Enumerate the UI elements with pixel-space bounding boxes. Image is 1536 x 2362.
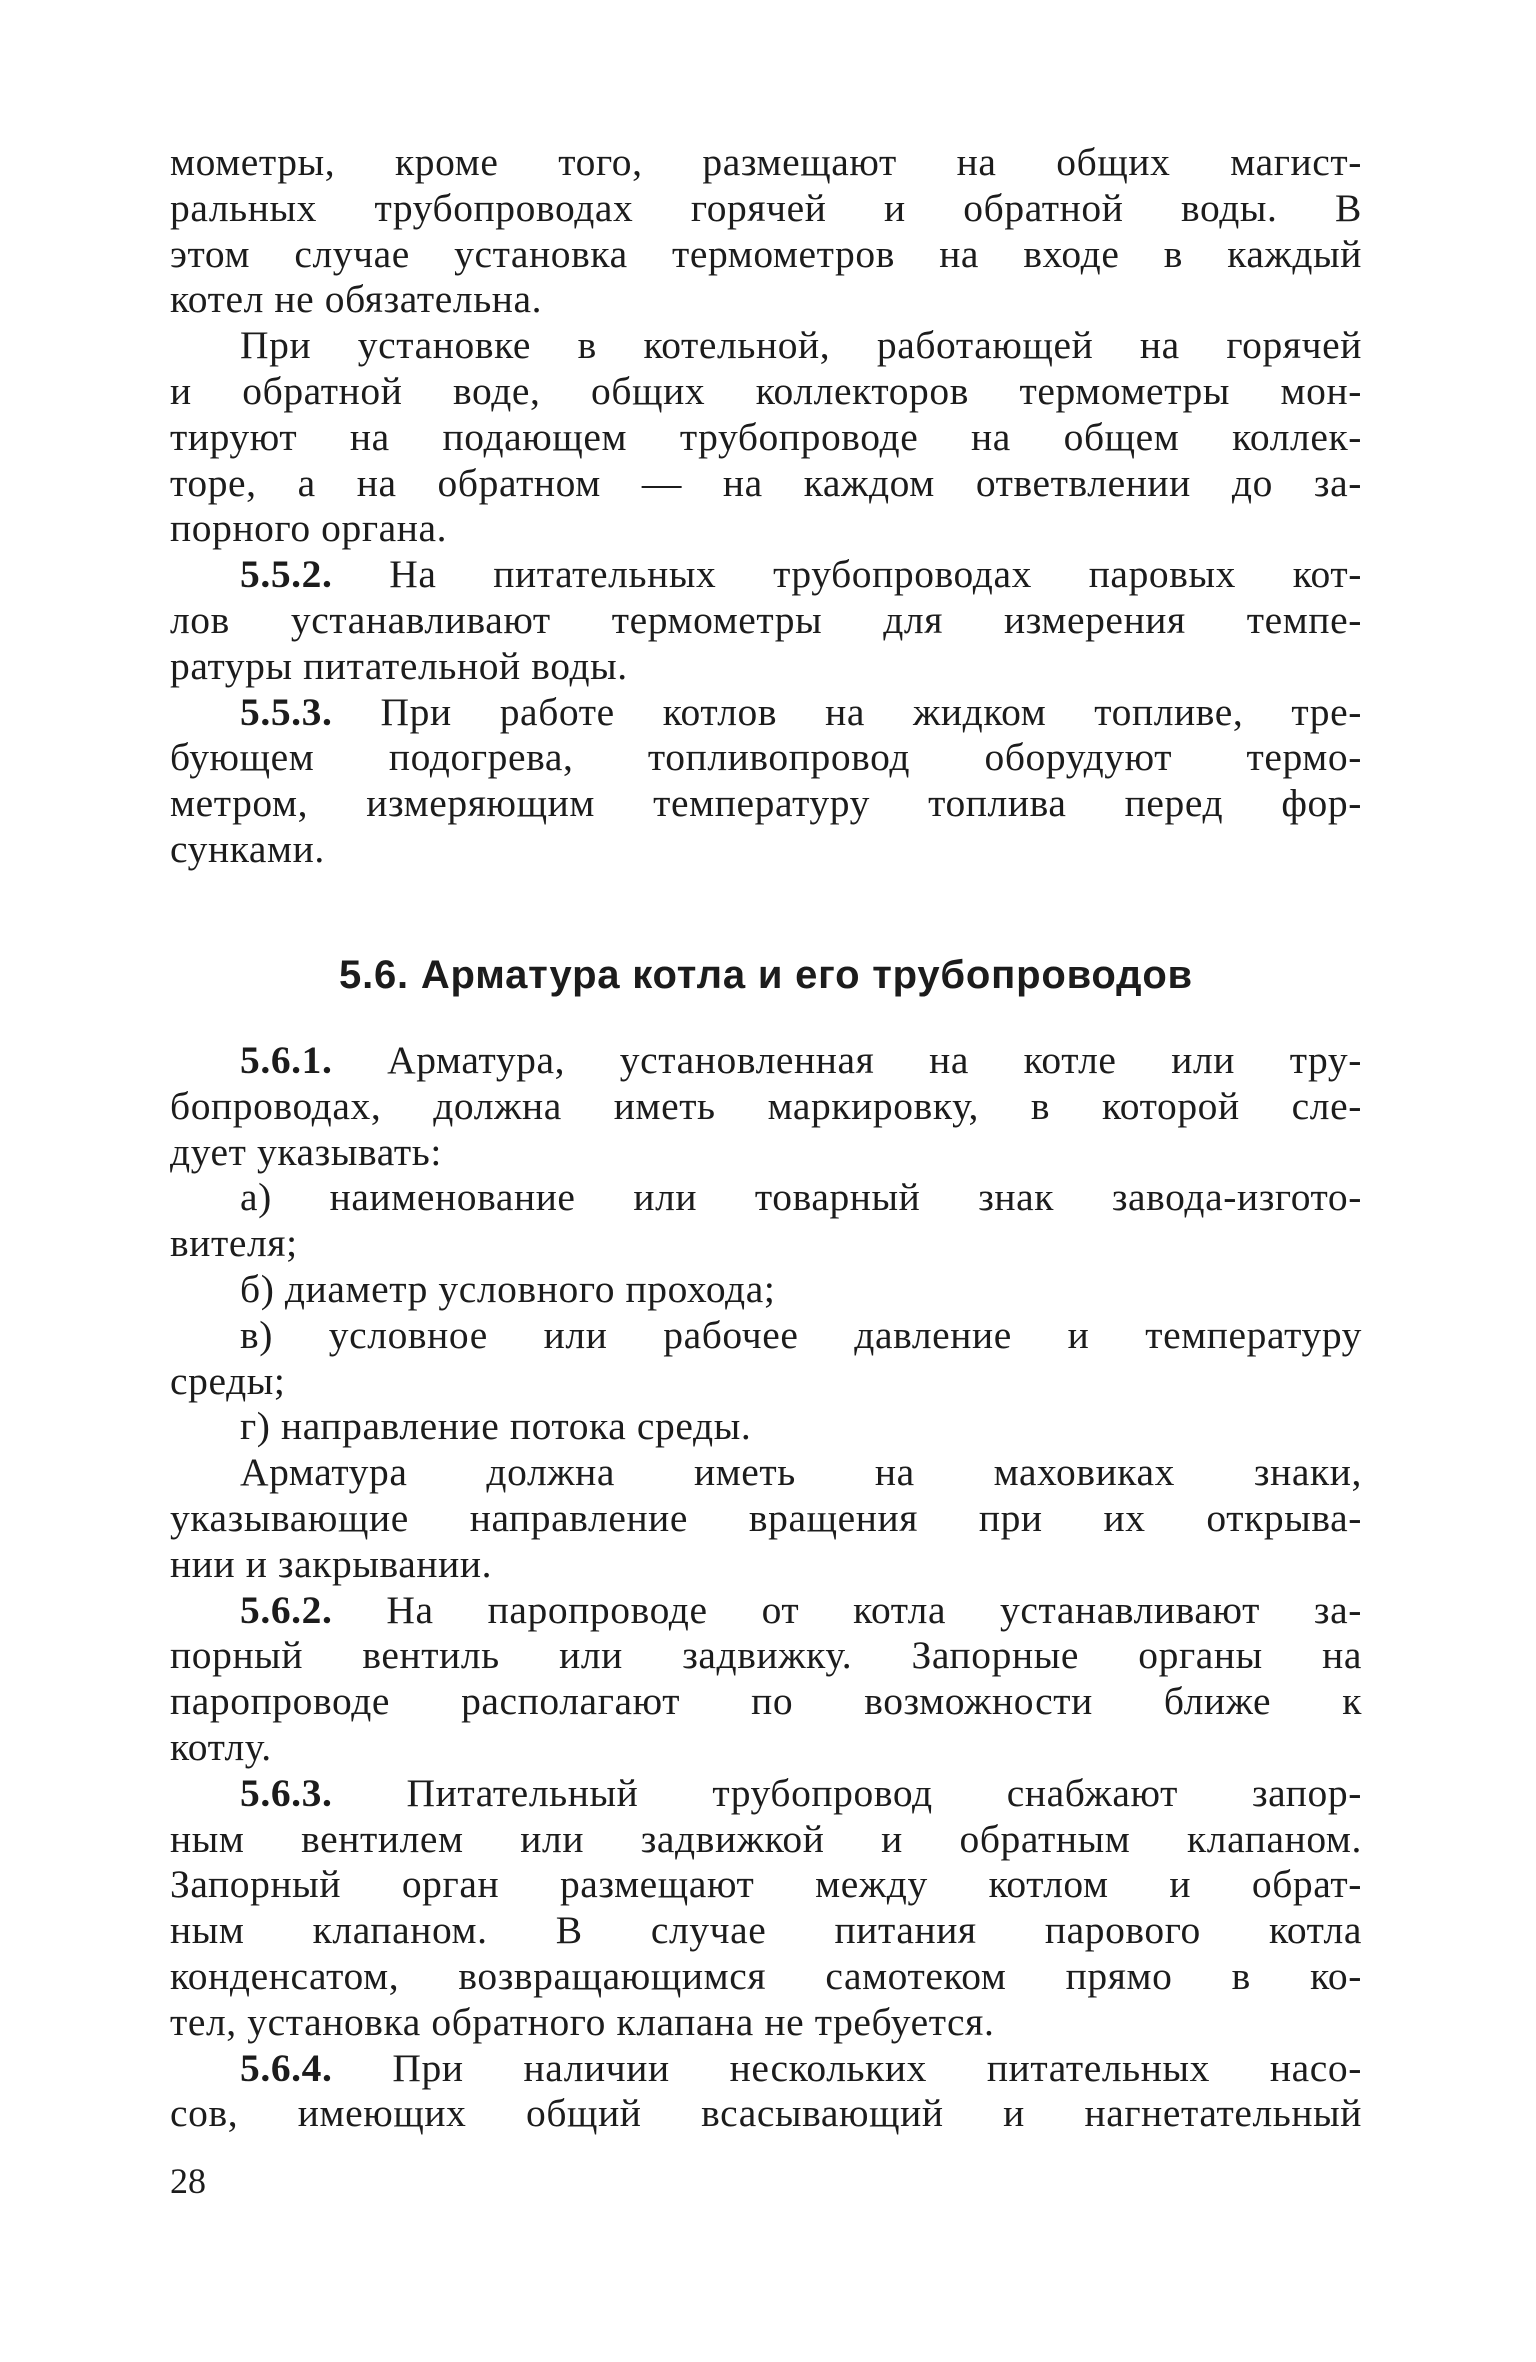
text-line: котлу.	[170, 1724, 272, 1769]
text-line: конденсатом, возвращающимся самотеком прямо в ко-	[170, 1953, 1362, 1998]
text-line: порный вентиль или задвижку. Запорные органы на	[170, 1633, 1362, 1678]
list-item: г) направление потока среды.	[240, 1404, 752, 1449]
text-line: бопроводах, должна иметь маркировку, в которой сле-	[170, 1083, 1362, 1128]
text-line: торе, а на обратном — на каждом ответвлении до за-	[170, 460, 1362, 505]
list-item: в) условное или рабочее давление и температуру	[240, 1312, 1362, 1357]
text-line: метром, измеряющим температуру топлива перед фор-	[170, 781, 1362, 826]
text-line: При установке в котельной, работающей на горячей	[240, 323, 1362, 368]
text-line: ным вентилем или задвижкой и обратным клапаном.	[170, 1816, 1362, 1861]
text-line: Арматура должна иметь на маховиках знаки,	[240, 1450, 1362, 1495]
clause-text: На питательных трубопроводах паровых кот-	[332, 552, 1362, 597]
text-line: тел, установка обратного клапана не требуется.	[170, 1999, 995, 2044]
clause-number: 5.5.2.	[240, 552, 333, 597]
text-line	[170, 1588, 1362, 1634]
list-item-continuation: вителя;	[170, 1221, 298, 1266]
text-line: сов, имеющих общий всасывающий и нагнетательный	[170, 2091, 1362, 2136]
text-line: паропроводе располагают по возможности ближе к	[170, 1679, 1362, 1724]
text-before-heading	[170, 140, 1362, 873]
text-line: нии и закрывании.	[170, 1541, 493, 1586]
text-line: котел не обязательна.	[170, 277, 543, 322]
clause-text: На паропроводе от котла устанавливают за-	[332, 1587, 1362, 1632]
list-item: б) диаметр условного прохода;	[240, 1266, 776, 1311]
clause-number: 5.6.4.	[240, 2045, 333, 2090]
page-number: 28	[170, 2161, 206, 2201]
list-item-continuation: среды;	[170, 1358, 286, 1403]
text-line: порного органа.	[170, 506, 448, 551]
clause-number: 5.6.1.	[240, 1038, 333, 1082]
text-line: и обратной воде, общих коллекторов термометры мон-	[170, 368, 1362, 413]
text-line: мометры, кроме того, размещают на общих магист-	[170, 140, 1362, 184]
text-line: ратуры питательной воды.	[170, 643, 628, 688]
text-after-heading	[170, 1038, 1362, 2137]
clause-text: При наличии нескольких питательных насо-	[332, 2045, 1362, 2090]
text-line	[170, 1038, 1362, 1084]
text-line: тируют на подающем трубопроводе на общем коллек-	[170, 414, 1362, 459]
text-line: сунками.	[170, 826, 325, 871]
text-line: указывающие направление вращения при их открыва-	[170, 1495, 1362, 1540]
clause-number: 5.6.2.	[240, 1587, 333, 1632]
clause-number: 5.6.3.	[240, 1770, 333, 1815]
text-line: ральных трубопроводах горячей и обратной воды. В	[170, 185, 1362, 230]
clause-text: При работе котлов на жидком топливе, тре-	[332, 689, 1362, 734]
text-line	[170, 552, 1362, 598]
text-line	[170, 690, 1362, 736]
text-line: дует указывать:	[170, 1129, 442, 1174]
section-heading: 5.6. Арматура котла и его трубопроводов	[339, 953, 1193, 997]
text-line: этом случае установка термометров на входе в каждый	[170, 231, 1362, 276]
clause-text: Питательный трубопровод снабжают запор-	[332, 1770, 1362, 1815]
text-line: бующем подогрева, топливопровод оборудуют термо-	[170, 735, 1362, 780]
clause-text: Арматура, установленная на котле или тру-	[332, 1038, 1362, 1082]
list-item: а) наименование или товарный знак завода-изгото-	[240, 1175, 1362, 1220]
text-line: ным клапаном. В случае питания парового котла	[170, 1908, 1362, 1953]
clause-number: 5.5.3.	[240, 689, 333, 734]
text-line: Запорный орган размещают между котлом и обрат-	[170, 1862, 1362, 1907]
text-line	[170, 1771, 1362, 1817]
text-line	[170, 2046, 1362, 2092]
text-line: лов устанавливают термометры для измерения темпе-	[170, 597, 1362, 642]
